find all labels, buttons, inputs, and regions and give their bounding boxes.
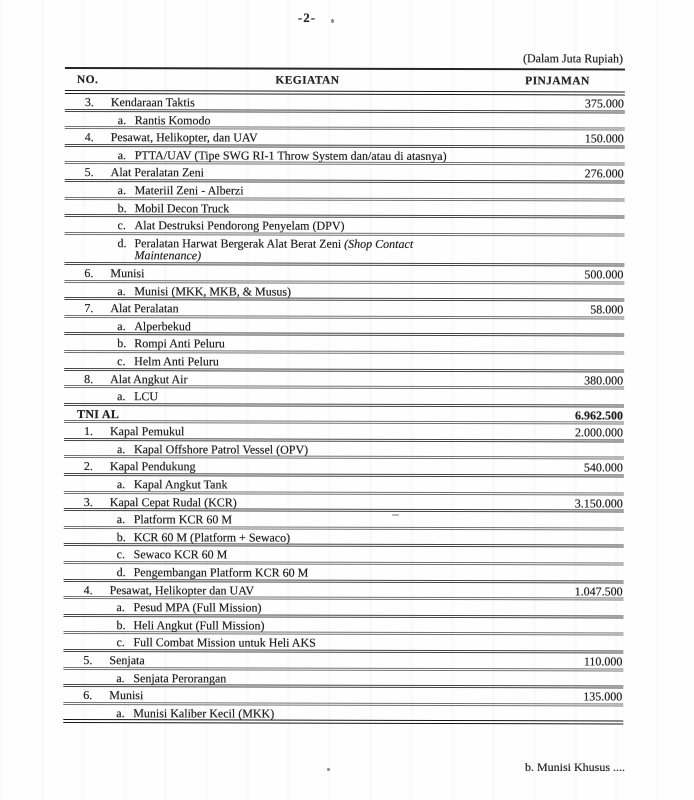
row-label: Rompi Anti Peluru <box>134 336 225 351</box>
table-body <box>63 94 625 725</box>
row-label: Heli Angkut (Full Mission) <box>133 617 265 633</box>
unit-note: (Dalam Juta Rupiah) <box>65 50 625 70</box>
row-label: Alat Destruksi Pendorong Penyelam (DPV) <box>134 218 345 233</box>
row-number: d. <box>117 235 127 250</box>
table-row <box>63 617 623 636</box>
row-value: 110.000 <box>583 654 623 669</box>
table-row <box>64 388 624 407</box>
row-number: b. <box>117 336 127 351</box>
row-label: Pesud MPA (Full Mission) <box>133 600 262 615</box>
row-value: 2.000.000 <box>574 425 624 440</box>
row-label: TNI AL <box>77 406 120 421</box>
row-value: 500.000 <box>584 267 624 282</box>
row-number: 4. <box>83 582 93 597</box>
row-value: 135.000 <box>583 689 623 704</box>
row-label: Alat Peralatan <box>110 301 179 316</box>
row-label: Kapal Offshore Patrol Vessel (OPV) <box>133 442 309 457</box>
table-row <box>63 687 623 706</box>
scan-artifact-dot <box>327 768 330 771</box>
row-number: a. <box>117 283 126 298</box>
col-header-pinjaman: PINJAMAN <box>525 74 590 87</box>
table-row <box>63 652 623 671</box>
row-value: 3.150.000 <box>574 495 623 511</box>
row-label: Sewaco KCR 60 M <box>133 547 228 562</box>
row-label: Senjata <box>109 653 145 668</box>
row-label: Helm Anti Peluru <box>134 354 219 369</box>
row-number: a. <box>116 705 125 720</box>
row-number: b. <box>117 200 127 215</box>
row-number: c. <box>117 354 126 369</box>
table-row <box>64 423 624 442</box>
table-row <box>65 112 625 131</box>
row-number: c. <box>116 635 125 650</box>
row-number: 4. <box>84 130 94 145</box>
row-number: a. <box>117 112 127 127</box>
row-value: 276.000 <box>584 166 624 181</box>
row-number: 2. <box>83 459 93 474</box>
row-label: Kapal Angkut Tank <box>133 477 228 492</box>
table-row <box>64 458 624 477</box>
row-number: 7. <box>84 301 94 316</box>
row-label: Munisi Kaliber Kecil (MKK) <box>133 705 275 721</box>
row-number: 5. <box>84 165 94 180</box>
row-label: Senjata Perorangan <box>133 670 227 686</box>
row-number: a. <box>117 147 127 162</box>
table-row <box>64 564 624 583</box>
row-label: Munisi <box>109 688 144 703</box>
row-label: Materiil Zeni - Alberzi <box>134 183 244 198</box>
table-row <box>65 217 625 236</box>
row-number: a. <box>116 670 125 685</box>
row-number: d. <box>116 565 126 580</box>
row-label: Pesawat, Helikopter, dan UAV <box>110 130 258 145</box>
table-row <box>64 599 624 618</box>
col-header-kegiatan: KEGIATAN <box>275 74 340 87</box>
continuation-note: b. Munisi Khusus .... <box>524 760 625 774</box>
table-row <box>64 546 624 565</box>
row-label: Alat Peralatan Zeni <box>110 165 204 180</box>
row-value: 375.000 <box>584 96 624 111</box>
row-label: KCR 60 M (Platform + Sewaco) <box>133 530 291 545</box>
row-value: 540.000 <box>583 460 623 475</box>
table-row <box>63 705 623 725</box>
row-label: Pesawat, Helikopter dan UAV <box>109 582 255 598</box>
row-number: 3. <box>84 95 94 110</box>
row-label: Rantis Komodo <box>134 112 211 127</box>
scan-artifact-dash <box>392 514 399 516</box>
table-row <box>65 129 625 148</box>
table-row <box>64 300 624 319</box>
row-number: a. <box>116 477 126 492</box>
table-row <box>63 634 623 653</box>
row-label: Alperbekud <box>134 318 191 334</box>
page-number: -2- <box>297 10 317 25</box>
row-label: Munisi (MKK, MKB, & Musus) <box>134 283 292 299</box>
table-row <box>65 94 625 113</box>
table-row <box>64 476 624 495</box>
row-number: b. <box>116 529 126 545</box>
row-label: Mobil Decon Truck <box>134 200 230 215</box>
table-row <box>64 582 624 601</box>
row-label: Full Combat Mission untuk Heli AKS <box>133 635 316 651</box>
row-value: 6.962.500 <box>575 408 624 423</box>
row-label: Kapal Pendukung <box>109 459 196 474</box>
row-label: PTTA/UAV (Tipe SWG RI-1 Throw System dan/atau di atasnya) <box>134 147 447 163</box>
row-number: c. <box>116 547 126 562</box>
table-row <box>64 370 624 389</box>
row-number: a. <box>117 183 126 198</box>
table-row <box>64 511 624 530</box>
row-number: 8. <box>84 371 94 386</box>
table-row <box>65 164 625 183</box>
row-label: Kapal Pemukul <box>109 424 185 439</box>
row-label: LCU <box>134 389 159 404</box>
row-value: 58.000 <box>590 302 624 317</box>
table-row <box>65 182 625 201</box>
row-number: a. <box>116 442 126 457</box>
row-number: b. <box>116 617 126 632</box>
row-number: a. <box>117 389 126 404</box>
table-row <box>64 494 624 513</box>
table-row <box>64 265 624 284</box>
table-row <box>63 670 623 689</box>
budget-table <box>63 50 625 725</box>
table-row <box>65 147 625 166</box>
col-header-no: NO. <box>76 73 99 86</box>
row-value: 150.000 <box>584 131 624 146</box>
row-number: a. <box>116 512 126 527</box>
row-number: a. <box>116 600 125 615</box>
row-number: 3. <box>83 494 93 509</box>
row-label: Munisi <box>110 266 145 281</box>
row-label: Kendaraan Taktis <box>110 95 195 110</box>
row-value: 380.000 <box>584 372 624 387</box>
row-label: Kapal Cepat Rudal (KCR) <box>109 494 237 510</box>
row-number: a. <box>117 318 126 333</box>
table-row <box>64 441 624 460</box>
row-number: 6. <box>83 688 93 703</box>
row-label: Peralatan Harwat Bergerak Alat Berat Zeni (Shop Contact Maintenance) <box>134 235 414 263</box>
row-number: 6. <box>84 265 94 281</box>
table-row <box>64 335 624 354</box>
table-row <box>64 406 624 425</box>
row-label: Pengembangan Platform KCR 60 M <box>133 565 309 580</box>
table-row <box>64 353 624 372</box>
row-label: Platform KCR 60 M <box>133 512 233 527</box>
row-number: 5. <box>83 653 93 668</box>
table-row <box>64 235 624 267</box>
row-number: c. <box>117 218 126 233</box>
row-number: 1. <box>83 424 94 439</box>
table-row <box>65 200 625 219</box>
table-row <box>64 529 624 548</box>
row-value: 1.047.500 <box>574 583 623 599</box>
table-header <box>65 69 625 95</box>
table-row <box>64 283 624 302</box>
table-row <box>64 318 624 337</box>
row-label: Alat Angkut Air <box>110 371 188 386</box>
